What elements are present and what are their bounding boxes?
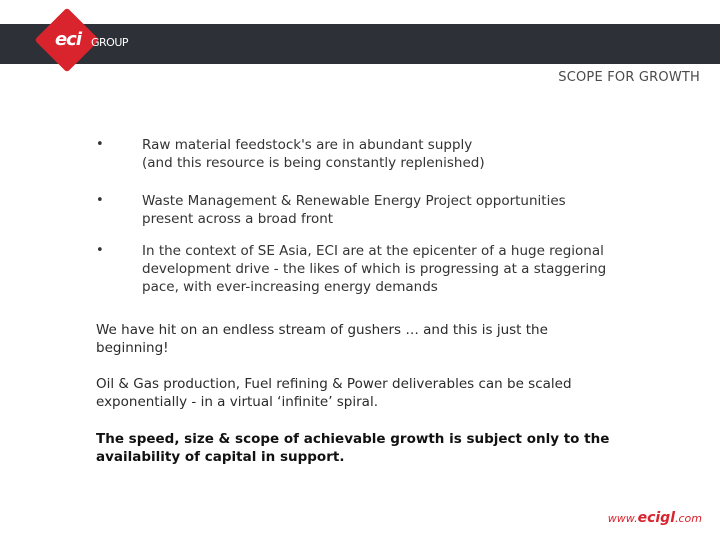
paragraph-gushers	[96, 321, 656, 357]
url-domain: ecigl	[637, 510, 675, 526]
footer-website-url[interactable]	[608, 510, 702, 526]
bullet-icon: •	[96, 193, 104, 208]
eci-logo-text: eci	[54, 29, 82, 50]
paragraph-line: The speed, size & scope of achievable growth is subject only to the	[96, 431, 610, 447]
paragraph-line: beginning!	[96, 340, 169, 356]
paragraph-line: We have hit on an endless stream of gushers … and this is just the	[96, 322, 548, 338]
paragraph-growth-statement	[96, 430, 656, 466]
bullet-icon: •	[96, 243, 104, 258]
paragraph-line: Oil & Gas production, Fuel refining & Power deliverables can be scaled	[96, 376, 572, 392]
slide-title: SCOPE FOR GROWTH	[558, 70, 700, 85]
bullet-line: pace, with ever-increasing energy demands	[142, 279, 438, 295]
bullet-line: (and this resource is being constantly replenished)	[142, 155, 485, 171]
bullet-line: In the context of SE Asia, ECI are at the epicenter of a huge regional	[142, 243, 604, 259]
paragraph-oil-gas	[96, 375, 656, 411]
group-logo-text: GROUP	[91, 36, 129, 49]
paragraph-line: exponentially - in a virtual ‘infinite’ spiral.	[96, 394, 378, 410]
bullet-icon: •	[96, 137, 104, 152]
bullet-item-waste-management	[96, 192, 566, 228]
url-suffix: .com	[675, 512, 702, 525]
bullet-item-se-asia	[96, 242, 606, 296]
bullet-line: development drive - the likes of which is progressing at a staggering	[142, 261, 607, 277]
bullet-line: Raw material feedstock's are in abundant supply	[142, 137, 473, 153]
bullet-line: present across a broad front	[142, 211, 334, 227]
bullet-line: Waste Management & Renewable Energy Project opportunities	[142, 193, 566, 209]
paragraph-line: availability of capital in support.	[96, 449, 345, 465]
url-prefix: www.	[607, 512, 638, 525]
bullet-item-supply	[96, 136, 485, 172]
